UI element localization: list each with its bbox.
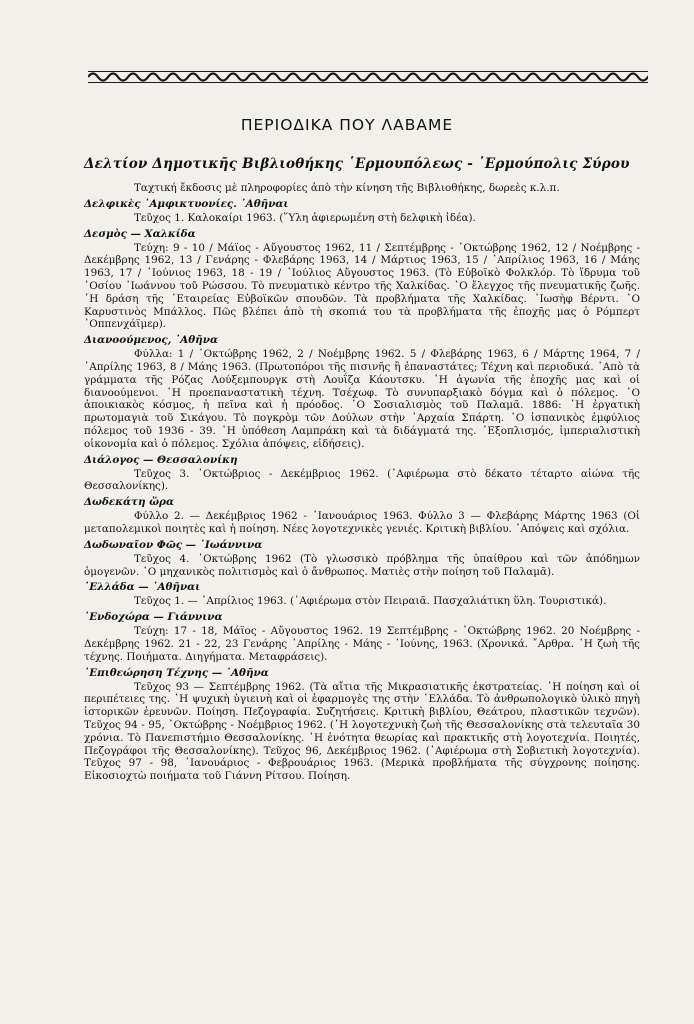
periodical-title: Δεσμὸς — Χαλκίδα: [84, 227, 196, 240]
periodical-title: Δωδεκάτη ὥρα: [84, 496, 174, 509]
periodical-entry: [84, 539, 640, 579]
periodical-entry: [84, 334, 640, 450]
periodical-entry: [84, 198, 640, 225]
periodical-title: Διανοούμενος, ᾿Αθῆνα: [84, 334, 218, 347]
periodical-description: Τεῦχος 3. ᾿Οκτώβριος - Δεκέμβριος 1962. (᾿Αφιέρωμα στὸ δέκατο τέταρτο αἰώνα τῆς Θεσσαλονίκης).: [84, 467, 640, 493]
periodical-description: Τεῦχος 1. Καλοκαίρι 1963. (῞Υλη ἀφιερωμένη στὴ δελφικὴ ἰδέα).: [134, 211, 476, 224]
periodical-description: Φύλλα: 1 / ᾿Οκτώβρης 1962, 2 / Νοέμβρης 1962. 5 / Φλεβάρης 1963, 6 / Μάρτης 1964, 7 / ᾿Απρίλης 1963, 8 / Μάης 1963. (Πρωτοπόροι τῆς πισινῆς ἢ ἐπαναστάτες; Τέχνη καὶ περιοδικά. ᾿Απὸ τὰ γράμματα τῆς Ρόζας Λούξεμπουργκ στὴ Λουΐζα Κάουτσκυ. ῾Η ἀγωνία τῆς ἐποχῆς μας καὶ οἱ διανοούμενοι. ῾Η προεπαναστατικὴ τέχνη. Τσέχωφ. Τὸ συνυπαρξιακὸ δόγμα καὶ ὁ πόλεμος. ῾Ο ἀποικιακὸς κόσμος, ἡ πεῖνα καὶ ἡ πρόοδος. ῾Ο Σοσιαλισμὸς τοῦ Παλαμᾶ. 1886: ῾Η ἐργατικὴ πρωτομαγιὰ τοῦ Σικάγου. Τὸ πογκρὸμ τῶν Δούλων στὴν ᾿Αρχαία Σπάρτη. ῾Ο ἰσπανικὸς ἐμφύλιος πόλεμος τοῦ 1936 - 39. ῾Η ὑπόθεση Λαμπράκη καὶ τὰ διδάγματά της. ᾿Εξοπλισμός, ἰμπεριαλιστικὴ οἰκονομία καὶ ὁ πόλεμος. Σχόλια ἀπόψεις, εἰδήσεις).: [84, 348, 640, 450]
intro-paragraph: Ταχτική ἔκδοσις μὲ πληροφορίες ἀπὸ τὴν κίνηση τῆς Βιβλιοθήκης, δωρεὲς κ.λ.π.: [134, 182, 560, 194]
periodical-description: Τεύχη: 9 - 10 / Μάϊος - Αὔγουστος 1962, 11 / Σεπτέμβρης - ᾿Οκτώβρης 1962, 12 / Νοέμβρης - Δεκέμβρης 1962, 13 / Γενάρης - Φλεβάρης 1963, 14 / Μάρτιος 1963, 15 / ᾿Απρίλιος 1963, 16 / Μάης 1963, 17 / ᾿Ιούνιος 1963, 18 - 19 / ᾿Ιούλιος Αὔγουστος 1963. (Τὸ Εὐβοϊκὸ Φολκλόρ. Τὸ ἵδρυμα τοῦ ᾿Οσίου ᾿Ιωάννου τοῦ Ρώσσου. Τὸ πνευματικὸ κέντρο τῆς Χαλκίδας. ῾Ο ἔλεγχος τῆς πνευματικῆς ζωῆς. ῾Η δράση τῆς ῾Εταιρείας Εὐβοϊκῶν σπουδῶν. Τὰ προβλήματα τῆς Χαλκίδας. ᾿Ιωσὴφ Βέρντι. ῾Ο Καρυστινὸς Μπάλλος. Πῶς βλέπει ἀπὸ τὴ σκοπιά του τὰ προβλήματα τῆς ἐποχῆς μας ὁ Ρόμπερτ ᾿Οππενχάϊμερ).: [84, 241, 640, 331]
periodical-entry: [84, 496, 640, 536]
periodical-entry: [84, 228, 640, 332]
periodical-entry: [84, 611, 640, 663]
periodical-description: Τεῦχος 4. ᾿Οκτώβρης 1962 (Τὸ γλωσσικὸ πρόβλημα τῆς ὑπαίθρου καὶ τῶν ἀπόδημων ὁμογενῶν. ῾Ο μηχανικὸς πολιτισμὸς καὶ ὁ ἄνθρωπος. Ματιὲς στὴν ποίηση τοῦ Παλαμᾶ).: [84, 552, 640, 578]
periodical-title: Δελφικὲς ᾿Αμφικτυονίες. ᾿Αθῆναι: [84, 197, 289, 210]
periodical-title: Διάλογος — Θεσσαλονίκη: [84, 453, 238, 466]
periodical-title: Δωδωναῖον Φῶς — ᾿Ιωάννινα: [84, 538, 263, 551]
periodicals-list: [84, 182, 640, 783]
periodical-entry: [84, 454, 640, 494]
periodical-entry: [84, 581, 640, 608]
periodical-title-heading: Δελτίον Δημοτικῆς Βιβλιοθήκης ῾Ερμουπόλεως - ῾Ερμούπολις Σύρου: [84, 156, 630, 172]
periodical-description: Τεῦχος 93 — Σεπτέμβρης 1962. (Τὰ αἴτια τῆς Μικρασιατικῆς ἐκστρατείας. ῾Η ποίηση καὶ οἱ περιπέτειες της. ῾Η ψυχικὴ ὑγιεινὴ καὶ οἱ ἐφαρμογὲς της στὴν ῾Ελλάδα. Τὸ ἀνθρωπολογικὸ ὑλικὸ πηγὴ ἱστορικῶν ἐρευνῶν. Ποίηση. Πεζογραφία. Συζητήσεις. Κριτικὴ βιβλίου, Θεάτρου, πλαστικῶν τεχνῶν). Τεῦχος 94 - 95, ᾿Οκτώβρης - Νοέμβριος 1962. (῾Η λογοτεχνικὴ ζωὴ τῆς Θεσσαλονίκης στὰ τελευταῖα 30 χρόνια. Τὸ Πανεπιστήμιο Θεσσαλονίκης. ῾Η ἑνότητα θεωρίας καὶ πρακτικῆς στὴ λογοτεχνία. Ποιητές, Πεζογράφοι τῆς Θεσσαλονίκης). Τεῦχος 96, Δεκέμβριος 1962. (᾿Αφιέρωμα στὴ Σοβιετικὴ λογοτεχνία). Τεῦχος 97 - 98, ᾿Ιανουάριος - Φεβρουάριος 1963. (Μερικὰ προβλήματα τῆς σύγχρονης ποίησης. Εἰκοσιοχτὼ ποιήματα τοῦ Γιάννη Ρίτσου. Ποίηση.: [84, 680, 640, 783]
periodical-title: ᾿Ενδοχώρα — Γιάννινα: [84, 611, 223, 624]
periodical-description: Τεύχη: 17 - 18, Μάϊος - Αὔγουστος 1962. 19 Σεπτέμβρης - ᾿Οκτώβρης 1962. 20 Νοέμβρης - Δεκέμβρης 1962. 21 - 22, 23 Γενάρης ᾿Απρίλης - Μάης - ᾿Ιούνης, 1963. (Χρονικά. ῎Αρθρα. ῾Η ζωὴ τῆς τέχνης. Ποιήματα. Διηγήματα. Μεταφράσεις).: [84, 625, 640, 663]
page-heading: ΠΕΡΙΟΔΙΚΑ ΠΟΥ ΛΑΒΑΜΕ: [240, 116, 454, 134]
periodical-title: ᾿Επιθεώρηση Τέχνης — ᾿Αθῆνα: [84, 666, 269, 679]
periodical-title: ᾿Ελλάδα — ᾿Αθῆναι: [84, 581, 201, 594]
periodical-description: Τεῦχος 1. — ᾿Απρίλιος 1963. (᾿Αφιέρωμα στὸν Πειραιᾶ. Πασχαλιάτικη ὕλη. Τουριστικά).: [134, 595, 607, 608]
periodical-description: Φύλλο 2. — Δεκέμβριος 1962 - ᾿Ιανουάριος 1963. Φύλλο 3 — Φλεβάρης Μάρτης 1963 (Οἱ μεταπολεμικοὶ ποιητὲς καὶ ἡ ποίηση. Νέες λογοτεχνικὲς γενιές. Κριτικὴ βιβλίου. ᾿Απόψεις καὶ σχόλια.: [84, 510, 640, 535]
decorative-border-ornament: [88, 70, 648, 84]
periodical-entry: [84, 667, 640, 783]
